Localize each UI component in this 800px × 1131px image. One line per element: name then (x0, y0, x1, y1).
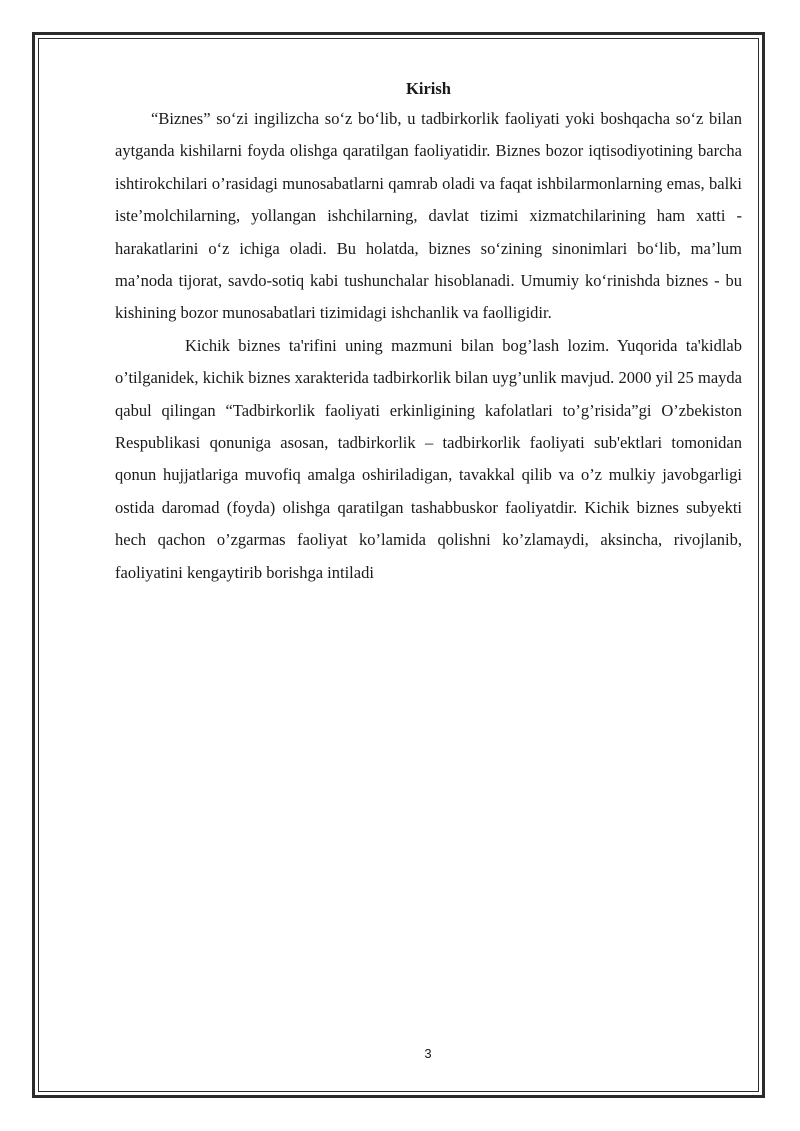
paragraph-1: “Biznes” so‘zi ingilizcha so‘z bo‘lib, u tadbirkorlik faoliyati yoki boshqacha so‘z bilan aytganda kishilarni foyda olishga qaratilgan faoliyatidir. Biznes bozor iqtisodiyotining barcha ishtirokchilari o’rasidagi munosabatlarni qamrab oladi va faqat ishbilarmonlarning emas, balki iste’molchilarning, yollangan ishchilarning, davlat tizimi xizmatchilarining ham xatti - harakatlarini o‘z ichiga oladi. Bu holatda, biznes so‘zining sinonimlari bo‘lib, ma’lum ma’noda tijorat, savdo-sotiq kabi tushunchalar hisoblanadi. Umumiy ko‘rinishda biznes - bu kishining bozor munosabatlari tizimidagi ishchanlik va faolligidir. (115, 109, 742, 323)
page-number (0, 1046, 800, 1061)
section-title: Kirish (406, 79, 451, 98)
paragraph-2: Kichik biznes ta'rifini uning mazmuni bilan bog’lash lozim. Yuqorida ta'kidlab o’tilganidek, kichik biznes xarakterida tadbirkorlik bilan uyg’unlik mavjud. 2000 yil 25 mayda qabul qilingan “Tadbirkorlik faoliyati erkinligining kafolatlari to’g’risida”gi O’zbekiston Respublikasi qonuniga asosan, tadbirkorlik – tadbirkorlik faoliyati sub'ektlari tomonidan qonun hujjatlariga muvofiq amalga oshiriladigan, tavakkal qilib va o’z mulkiy javobgarligi ostida daromad (foyda) olishga qaratilgan tashabbuskor faoliyatdir. Kichik biznes subyekti hech qachon o’zgarmas faoliyat ko’lamida qolishni ko’zlamaydi, aksincha, rivojlanib, faoliyatini kengaytirib borishga intiladi (115, 335, 742, 582)
page-number-text: 3 (424, 1046, 432, 1061)
document-body (115, 76, 742, 589)
